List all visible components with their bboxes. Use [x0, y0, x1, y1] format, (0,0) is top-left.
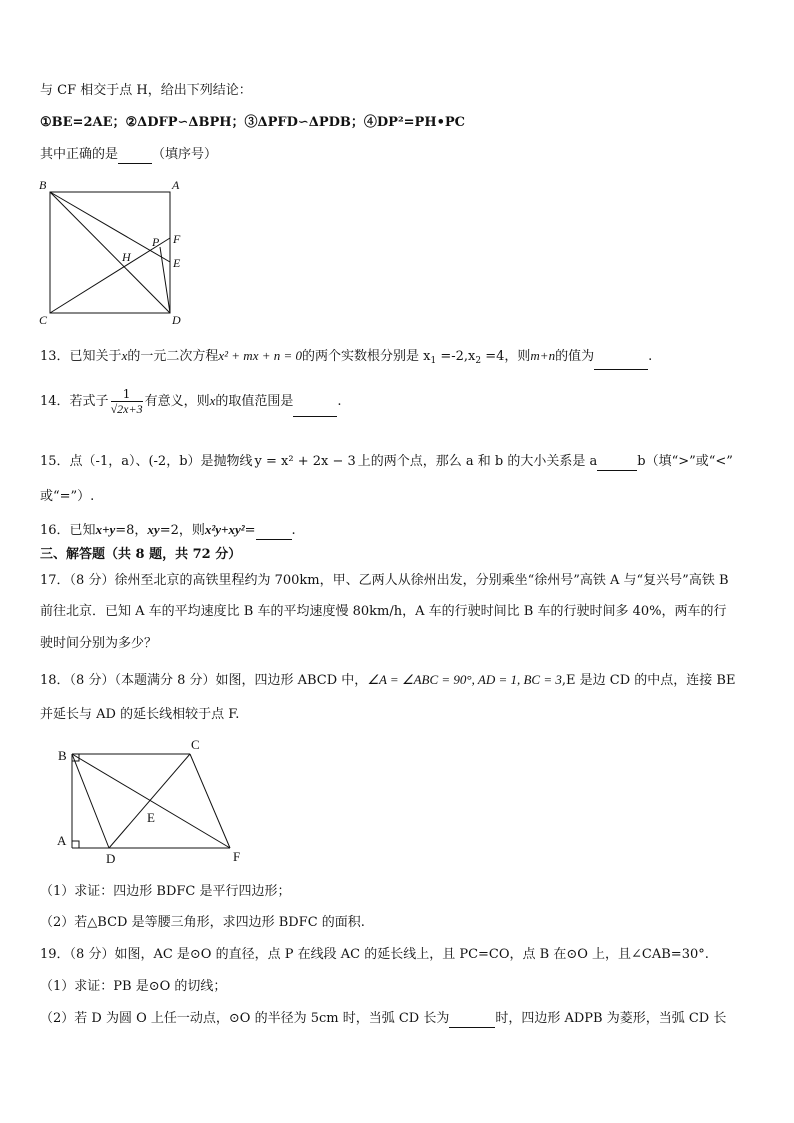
q17-line3: 驶时间分别为多少？ [40, 636, 158, 651]
right-angle-a [72, 841, 79, 848]
q16-expr: x²y+xy² [204, 522, 245, 537]
label-e: E [147, 810, 155, 825]
q13-period: . [648, 349, 653, 364]
label-d: D [106, 851, 116, 866]
q18-part1: （1）求证：四边形 BDFC 是平行四边形； [40, 884, 291, 899]
q13-number: 13． [40, 349, 70, 364]
q16-text: =8， [115, 523, 148, 538]
quadrilateral-figure [50, 734, 260, 870]
q17-line1: 17．（8 分）徐州至北京的高铁里程约为 700km，甲、乙两人从徐州出发，分别乘坐“徐州号”高铁 A 与“复兴号”高铁 B [40, 573, 729, 588]
q15-line2: 或“=”）. [40, 489, 95, 504]
line-cf [50, 238, 170, 313]
q13-equation: x² + mx + n = 0 [218, 348, 303, 363]
q13-sub: 2 [475, 356, 482, 366]
q15-equation: y = x² + 2x − 3 [254, 454, 356, 469]
side-cf [190, 754, 230, 848]
q14 [40, 386, 764, 417]
q18-line2: 并延长与 AD 的延长线相较于点 F. [40, 707, 240, 722]
q13-expr: m+n [530, 348, 556, 363]
q18-text: ,E 是边 CD 的中点，连接 BE [561, 673, 736, 688]
q12-answer-line [40, 146, 764, 164]
answer-blank[interactable] [597, 456, 637, 471]
q14-text: 若式子 [69, 394, 109, 409]
answer-blank[interactable] [118, 149, 152, 164]
fraction-denominator: √2x+3 [110, 401, 143, 416]
square-figure [36, 176, 196, 328]
q14-period: . [337, 394, 342, 409]
q16-number: 16． [40, 523, 70, 538]
q13-text: =-2,x [436, 349, 476, 364]
label-e: E [173, 256, 181, 270]
label-a: A [172, 178, 180, 192]
q14-fraction [111, 387, 143, 417]
q18-math: ∠A = ∠ABC = 90°, AD = 1, BC = 3 [367, 672, 562, 687]
answer-blank[interactable] [594, 355, 648, 370]
q19-part1: （1）求证：PB 是⊙O 的切线； [40, 979, 227, 994]
answer-blank[interactable] [256, 525, 292, 540]
line-be [50, 192, 170, 262]
label-f: F [173, 232, 181, 246]
q16-expr: x+y [95, 522, 116, 537]
q15-line1 [40, 453, 764, 471]
q13-var: x [121, 348, 128, 363]
q12-line1: 与 CF 相交于点 H，给出下列结论： [40, 83, 252, 98]
label-c: C [39, 313, 48, 327]
q15-text: b（填“>”或“<” [637, 454, 733, 469]
q19-part2 [40, 1010, 764, 1028]
label-h: H [122, 250, 131, 264]
label-d: D [172, 313, 181, 327]
fraction-numerator: 1 [111, 387, 143, 402]
diagonal-bd [72, 754, 109, 848]
label-c: C [191, 737, 200, 752]
q13-text: 已知关于 [69, 349, 122, 364]
q16-text: = [244, 523, 256, 538]
q19-text: 时，四边形 ADPB 为菱形，当弧 CD 长 [495, 1011, 727, 1026]
q16-text: 已知 [69, 523, 96, 538]
label-a: A [57, 833, 67, 848]
q12-conclusions: ①BE=2AE；②ΔDFP∽ΔBPH；③ΔPFD∽ΔPDB；④DP²=PH•PC [40, 115, 466, 130]
q12-hint: （填序号） [152, 147, 218, 162]
q15-text: 上的两个点，那么 a 和 b 的大小关系是 a [357, 454, 598, 469]
q16 [40, 521, 764, 540]
q13-text: 的一元二次方程 [127, 349, 219, 364]
q15-text: 点（-1，a）、(-2，b）是抛物线 [69, 454, 253, 469]
q19-text: （2）若 D 为圆 O 上任一动点，⊙O 的半径为 5cm 时，当弧 CD 长为 [40, 1011, 450, 1026]
section-3-heading: 三、解答题（共 8 题，共 72 分） [40, 547, 242, 562]
q13-text: 的两个实数根分别是 x [302, 349, 431, 364]
q19-line1: 19．（8 分）如图，AC 是⊙O 的直径，点 P 在线段 AC 的延长线上，且 PC=CO，点 B 在⊙O 上，且∠CAB=30°. [40, 947, 709, 962]
q18-part2: （2）若△BCD 是等腰三角形，求四边形 BDFC 的面积. [40, 915, 365, 930]
line-dp [160, 247, 170, 313]
q13-text: =4，则 [481, 349, 531, 364]
answer-blank[interactable] [449, 1013, 495, 1028]
q16-expr: xy [147, 522, 160, 537]
side-cd [109, 754, 190, 848]
q13-sub: 1 [430, 356, 437, 366]
q14-text: 的取值范围是 [215, 394, 294, 409]
q13 [40, 347, 764, 370]
q18-text: 18．（8 分）（本题满分 8 分）如图，四边形 ABCD 中， [40, 673, 368, 688]
q16-period: . [291, 523, 296, 538]
label-p: P [152, 235, 160, 249]
answer-blank[interactable] [293, 402, 337, 417]
q13-text: 的值为 [555, 349, 595, 364]
q14-var: x [209, 393, 216, 408]
q18-line1 [40, 671, 764, 690]
q17-line2: 前往北京．已知 A 车的平均速度比 B 车的平均速度慢 80km/h，A 车的行驶时间比 B 车的行驶时间多 40%，两车的行 [40, 604, 727, 619]
diagonal-bd [50, 192, 170, 313]
q14-text: 有意义，则 [144, 394, 210, 409]
q15-number: 15． [40, 454, 70, 469]
q14-number: 14． [40, 394, 70, 409]
line-bf [72, 754, 230, 848]
label-b: B [39, 178, 47, 192]
label-b: B [58, 748, 67, 763]
q12-prompt: 其中正确的是 [40, 147, 119, 162]
label-f: F [233, 849, 241, 864]
q16-text: =2，则 [159, 523, 205, 538]
